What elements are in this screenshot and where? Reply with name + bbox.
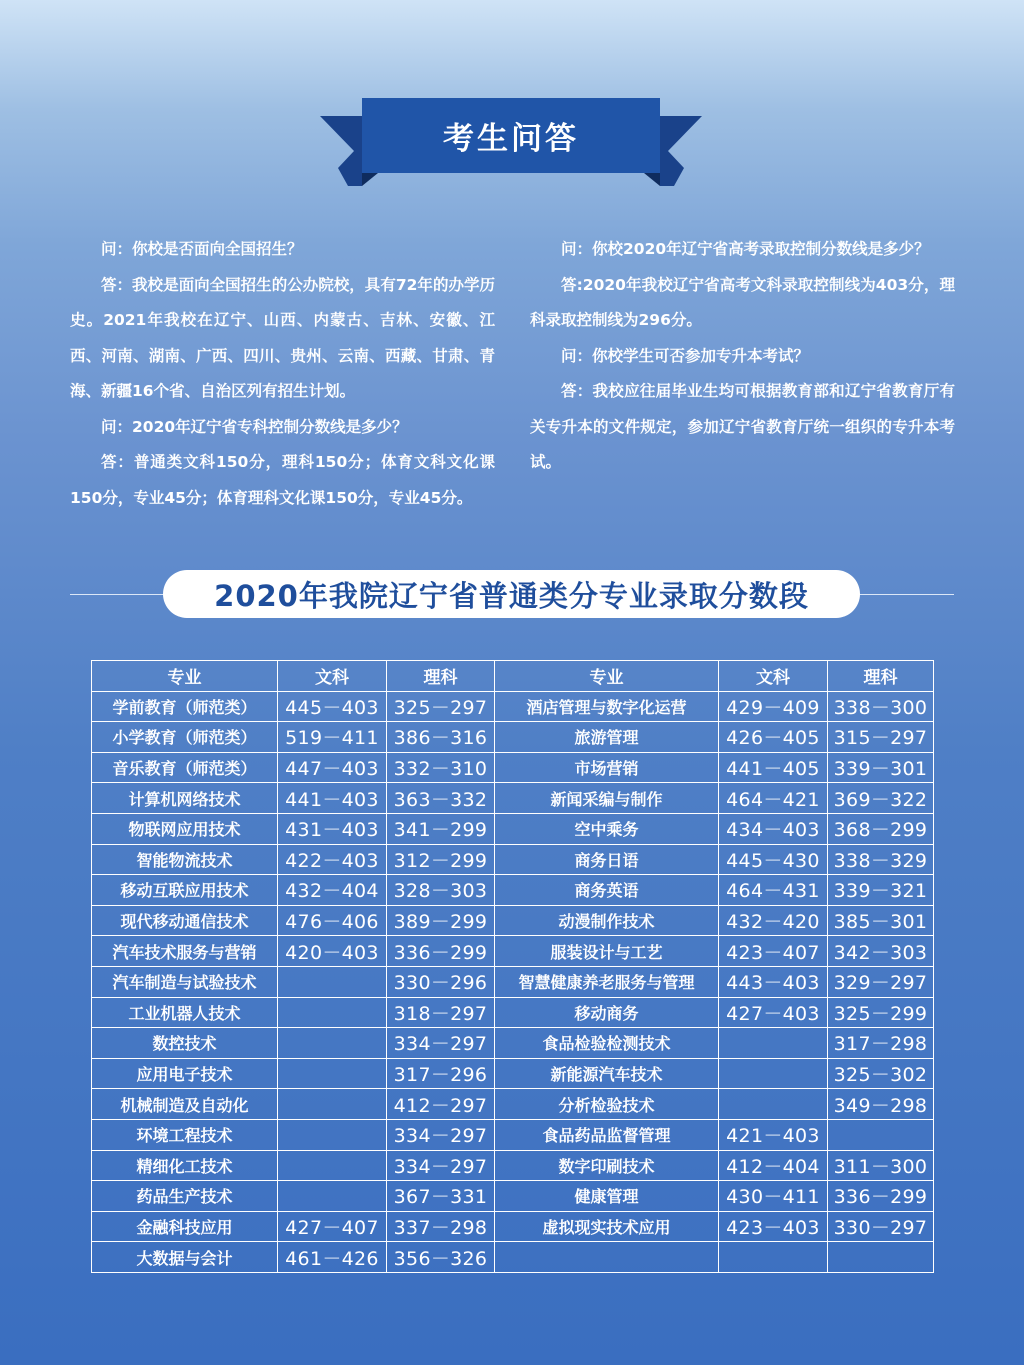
arts-score-cell: 447－403 bbox=[278, 752, 387, 783]
arts-score-cell bbox=[719, 1089, 828, 1120]
arts-score-cell bbox=[278, 997, 387, 1028]
arts-score-cell bbox=[719, 1028, 828, 1059]
science-score-cell: 342－303 bbox=[828, 936, 934, 967]
answer-text: 答:2020年我校辽宁省高考文科录取控制线为403分，理科录取控制线为296分。 bbox=[530, 275, 955, 329]
major-cell: 酒店管理与数字化运营 bbox=[495, 691, 719, 722]
major-cell: 服装设计与工艺 bbox=[495, 936, 719, 967]
question-text: 问：你校是否面向全国招生？ bbox=[101, 240, 303, 258]
arts-score-cell bbox=[719, 1058, 828, 1089]
science-score-cell: 363－332 bbox=[387, 783, 495, 814]
science-score-cell: 339－321 bbox=[828, 875, 934, 906]
question-text: 问：你校2020年辽宁省高考录取控制分数线是多少？ bbox=[561, 240, 930, 258]
science-score-cell: 334－297 bbox=[387, 1150, 495, 1181]
question-text: 问：2020年辽宁省专科控制分数线是多少？ bbox=[101, 417, 408, 436]
table-row bbox=[92, 752, 934, 783]
arts-score-cell: 441－405 bbox=[719, 752, 828, 783]
header-arts: 文科 bbox=[719, 661, 828, 692]
major-cell: 音乐教育（师范类） bbox=[92, 752, 278, 783]
science-score-cell: 338－329 bbox=[828, 844, 934, 875]
table-row bbox=[92, 1150, 934, 1181]
science-score-cell: 385－301 bbox=[828, 905, 934, 936]
table-row bbox=[92, 1211, 934, 1242]
science-score-cell: 317－298 bbox=[828, 1028, 934, 1059]
science-score-cell: 330－297 bbox=[828, 1211, 934, 1242]
table-row bbox=[92, 1028, 934, 1059]
major-cell: 空中乘务 bbox=[495, 813, 719, 844]
arts-score-cell: 427－403 bbox=[719, 997, 828, 1028]
major-cell: 旅游管理 bbox=[495, 722, 719, 753]
major-cell: 小学教育（师范类） bbox=[92, 722, 278, 753]
science-score-cell bbox=[828, 1119, 934, 1150]
arts-score-cell: 464－431 bbox=[719, 875, 828, 906]
major-cell: 移动互联应用技术 bbox=[92, 875, 278, 906]
arts-score-cell: 519－411 bbox=[278, 722, 387, 753]
science-score-cell: 338－300 bbox=[828, 691, 934, 722]
science-score-cell: 325－302 bbox=[828, 1058, 934, 1089]
table-row bbox=[92, 875, 934, 906]
arts-score-cell: 431－403 bbox=[278, 813, 387, 844]
science-score-cell: 412－297 bbox=[387, 1089, 495, 1120]
answer-text: 答：我校应往届毕业生均可根据教育部和辽宁省教育厅有关专升本的文件规定，参加辽宁省教育厅统一组织的专升本考试。 bbox=[530, 382, 955, 471]
major-cell: 数控技术 bbox=[92, 1028, 278, 1059]
arts-score-cell: 445－403 bbox=[278, 691, 387, 722]
major-cell: 食品检验检测技术 bbox=[495, 1028, 719, 1059]
major-cell: 新能源汽车技术 bbox=[495, 1058, 719, 1089]
arts-score-cell: 422－403 bbox=[278, 844, 387, 875]
major-cell: 学前教育（师范类） bbox=[92, 691, 278, 722]
header-major: 专业 bbox=[495, 661, 719, 692]
science-score-cell bbox=[828, 1242, 934, 1273]
table-row bbox=[92, 905, 934, 936]
major-cell: 物联网应用技术 bbox=[92, 813, 278, 844]
major-cell: 环境工程技术 bbox=[92, 1119, 278, 1150]
major-cell: 大数据与会计 bbox=[92, 1242, 278, 1273]
arts-score-cell bbox=[278, 1058, 387, 1089]
arts-score-cell: 476－406 bbox=[278, 905, 387, 936]
science-score-cell: 317－296 bbox=[387, 1058, 495, 1089]
table-row bbox=[92, 1242, 934, 1273]
answer-text: 答：普通类文科150分，理科150分；体育文科文化课150分，专业45分；体育理科文化课150分，专业45分。 bbox=[70, 453, 495, 507]
table-row bbox=[92, 783, 934, 814]
arts-score-cell bbox=[278, 1028, 387, 1059]
science-score-cell: 356－326 bbox=[387, 1242, 495, 1273]
arts-score-cell: 423－407 bbox=[719, 936, 828, 967]
arts-score-cell bbox=[278, 966, 387, 997]
table-row bbox=[92, 997, 934, 1028]
arts-score-cell bbox=[719, 1242, 828, 1273]
arts-score-cell: 432－404 bbox=[278, 875, 387, 906]
table-row bbox=[92, 844, 934, 875]
science-score-cell: 341－299 bbox=[387, 813, 495, 844]
arts-score-cell: 443－403 bbox=[719, 966, 828, 997]
major-cell: 数字印刷技术 bbox=[495, 1150, 719, 1181]
arts-score-cell: 421－403 bbox=[719, 1119, 828, 1150]
major-cell: 分析检验技术 bbox=[495, 1089, 719, 1120]
major-cell: 计算机网络技术 bbox=[92, 783, 278, 814]
science-score-cell: 334－297 bbox=[387, 1119, 495, 1150]
arts-score-cell: 412－404 bbox=[719, 1150, 828, 1181]
table-row bbox=[92, 1058, 934, 1089]
major-cell: 金融科技应用 bbox=[92, 1211, 278, 1242]
table-row bbox=[92, 1119, 934, 1150]
header-arts: 文科 bbox=[278, 661, 387, 692]
major-cell: 健康管理 bbox=[495, 1181, 719, 1212]
science-score-cell: 368－299 bbox=[828, 813, 934, 844]
science-score-cell: 337－298 bbox=[387, 1211, 495, 1242]
science-score-cell: 312－299 bbox=[387, 844, 495, 875]
table-row bbox=[92, 722, 934, 753]
major-cell: 智能物流技术 bbox=[92, 844, 278, 875]
major-cell: 应用电子技术 bbox=[92, 1058, 278, 1089]
table-body bbox=[92, 691, 934, 1272]
table-row bbox=[92, 1089, 934, 1120]
arts-score-cell: 427－407 bbox=[278, 1211, 387, 1242]
science-score-cell: 325－297 bbox=[387, 691, 495, 722]
table-row bbox=[92, 966, 934, 997]
arts-score-cell bbox=[278, 1089, 387, 1120]
major-cell: 汽车制造与试验技术 bbox=[92, 966, 278, 997]
header-ribbon bbox=[320, 98, 702, 188]
divider-left bbox=[70, 594, 170, 595]
arts-score-cell: 420－403 bbox=[278, 936, 387, 967]
major-cell: 工业机器人技术 bbox=[92, 997, 278, 1028]
major-cell: 新闻采编与制作 bbox=[495, 783, 719, 814]
major-cell: 商务日语 bbox=[495, 844, 719, 875]
major-cell: 药品生产技术 bbox=[92, 1181, 278, 1212]
header-science: 理科 bbox=[828, 661, 934, 692]
arts-score-cell: 423－403 bbox=[719, 1211, 828, 1242]
major-cell: 商务英语 bbox=[495, 875, 719, 906]
scores-table bbox=[91, 660, 934, 1273]
table-row bbox=[92, 813, 934, 844]
arts-score-cell: 430－411 bbox=[719, 1181, 828, 1212]
table-row bbox=[92, 936, 934, 967]
science-score-cell: 336－299 bbox=[828, 1181, 934, 1212]
qa-right-column bbox=[530, 232, 955, 481]
arts-score-cell: 429－409 bbox=[719, 691, 828, 722]
arts-score-cell: 434－403 bbox=[719, 813, 828, 844]
arts-score-cell: 464－421 bbox=[719, 783, 828, 814]
qa-left-column bbox=[70, 232, 495, 516]
answer-text: 答：我校是面向全国招生的公办院校，具有72年的办学历史。2021年我校在辽宁、山西、内蒙古、吉林、安徽、江西、河南、湖南、广西、四川、贵州、云南、西藏、甘肃、青海、新疆16个省、自治区列有招生计划。 bbox=[70, 275, 495, 400]
arts-score-cell: 445－430 bbox=[719, 844, 828, 875]
arts-score-cell: 432－420 bbox=[719, 905, 828, 936]
science-score-cell: 325－299 bbox=[828, 997, 934, 1028]
major-cell: 精细化工技术 bbox=[92, 1150, 278, 1181]
science-score-cell: 386－316 bbox=[387, 722, 495, 753]
table-row bbox=[92, 1181, 934, 1212]
arts-score-cell: 441－403 bbox=[278, 783, 387, 814]
science-score-cell: 315－297 bbox=[828, 722, 934, 753]
science-score-cell: 311－300 bbox=[828, 1150, 934, 1181]
science-score-cell: 330－296 bbox=[387, 966, 495, 997]
table-row bbox=[92, 691, 934, 722]
arts-score-cell: 426－405 bbox=[719, 722, 828, 753]
major-cell: 虚拟现实技术应用 bbox=[495, 1211, 719, 1242]
section-title: 2020年我院辽宁省普通类分专业录取分数段 bbox=[163, 570, 860, 618]
science-score-cell: 329－297 bbox=[828, 966, 934, 997]
major-cell: 现代移动通信技术 bbox=[92, 905, 278, 936]
major-cell: 移动商务 bbox=[495, 997, 719, 1028]
science-score-cell: 328－303 bbox=[387, 875, 495, 906]
header-major: 专业 bbox=[92, 661, 278, 692]
table-header-row bbox=[92, 661, 934, 692]
arts-score-cell bbox=[278, 1119, 387, 1150]
science-score-cell: 369－322 bbox=[828, 783, 934, 814]
arts-score-cell: 461－426 bbox=[278, 1242, 387, 1273]
major-cell: 市场营销 bbox=[495, 752, 719, 783]
science-score-cell: 349－298 bbox=[828, 1089, 934, 1120]
science-score-cell: 334－297 bbox=[387, 1028, 495, 1059]
major-cell: 智慧健康养老服务与管理 bbox=[495, 966, 719, 997]
divider-right bbox=[852, 594, 954, 595]
header-science: 理科 bbox=[387, 661, 495, 692]
science-score-cell: 332－310 bbox=[387, 752, 495, 783]
major-cell: 食品药品监督管理 bbox=[495, 1119, 719, 1150]
major-cell: 机械制造及自动化 bbox=[92, 1089, 278, 1120]
science-score-cell: 367－331 bbox=[387, 1181, 495, 1212]
science-score-cell: 389－299 bbox=[387, 905, 495, 936]
arts-score-cell bbox=[278, 1150, 387, 1181]
major-cell bbox=[495, 1242, 719, 1273]
science-score-cell: 336－299 bbox=[387, 936, 495, 967]
page-title: 考生问答 bbox=[443, 121, 579, 157]
science-score-cell: 318－297 bbox=[387, 997, 495, 1028]
major-cell: 动漫制作技术 bbox=[495, 905, 719, 936]
question-text: 问：你校学生可否参加专升本考试？ bbox=[561, 346, 810, 365]
major-cell: 汽车技术服务与营销 bbox=[92, 936, 278, 967]
science-score-cell: 339－301 bbox=[828, 752, 934, 783]
arts-score-cell bbox=[278, 1181, 387, 1212]
